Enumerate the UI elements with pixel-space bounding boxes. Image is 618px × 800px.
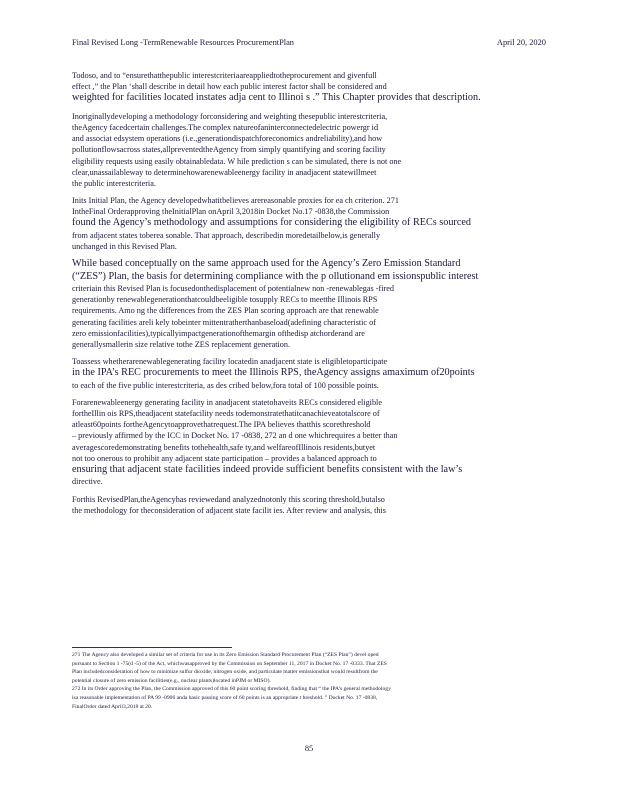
paragraph-line: found the Agency’s methodology and assumptions for considering the eligibility of RECs sourced xyxy=(72,217,471,229)
document-body xyxy=(72,70,550,522)
paragraph xyxy=(72,397,550,488)
paragraph-line: While based conceptually on the same approach used for the Agency’s Zero Emission Standard xyxy=(72,258,461,270)
paragraph-line: the public interestcriteria. xyxy=(72,178,156,188)
paragraph-line: criteriain this Revised Plan is focusedonthedisplacement of potentialnew non -renewablegas -fired xyxy=(72,284,394,293)
footnote-line: isa reasonable implementation of PA 99 -0906 anda basic passing score of 60 points is an appropriate t hreshold. ” Docket No. 17 -0838, xyxy=(72,694,378,701)
paragraph-line: unchanged in this Revised Plan. xyxy=(72,242,177,252)
paragraph-line: not too onerous to prohibit any adjacent state participation – provides a balanced approach to xyxy=(72,453,377,463)
paragraph-line: IntheFinal Orderapproving theInitialPlan onApril 3,2018in Docket No.17 -0838,the Commission xyxy=(72,207,390,217)
footnotes xyxy=(72,651,550,711)
running-header xyxy=(72,38,546,47)
paragraph-line: Forarenewableenergy generating facility in anadjacent statetohaveits RECs considered eligible xyxy=(72,397,382,407)
paragraph-line: to each of the five public interestcriteria, as des cribed below,fora total of 100 possible points. xyxy=(72,380,379,390)
paragraph-line: effect ,” the Plan ‘shall describe in detail how each public interest factor shall be considered and xyxy=(72,82,387,92)
footnote-line: 272 In its Order approving the Plan, the Commission approved of this 60 point scoring threshold, finding that “ the IPA’s general methodology xyxy=(72,686,391,693)
paragraph-line: Inits Initial Plan, the Agency developedwhatitbelieves arereasonable proxies for ea ch criterion. 271 xyxy=(72,196,399,206)
paragraph-line: Forthis RevisedPlan,theAgencyhas reviewedand analyzednotonly this scoring threshold,butalso xyxy=(72,494,385,504)
paragraph-line: weighted for facilities located instates adja cent to Illinoi s .” This Chapter provides that description. xyxy=(72,92,481,104)
paragraph-line: fortheIllin ois RPS,theadjacent statefacility needs todemonstratethatitcanachieveatotalscore of xyxy=(72,409,380,419)
paragraph-line: zero emissionfacilities),typicallyimpactgenerationofthemargin ofthedisp atchorderand are xyxy=(72,328,365,338)
paragraph-line: clear,unassailableway to determinehowarenewableenergy facility in anadjacent statewillmeet xyxy=(72,167,377,177)
footnote-line: Plan includedconsideration of how to minimize sulfur dioxide, nitrogen oxide, and particulate matter emissionsthat would resultfrom the xyxy=(72,669,378,676)
paragraph-line: ensuring that adjacent state facilities indeed provide sufficient benefits consistent with the law’s xyxy=(72,464,463,476)
paragraph-line: generating facilities areli kely tobeinter mittentratherthanbaseload(adefining characteristic of xyxy=(72,317,376,327)
header-title: Final Revised Long -TermRenewable Resources ProcurementPlan xyxy=(72,38,294,47)
paragraph-line: requirements. Amo ng the differences from the ZES Plan scoring approach are that renewable xyxy=(72,306,379,316)
paragraph-line: averagescoredemonstrating benefits tothehealth,safe ty,and welfareofIllinois residents,butyet xyxy=(72,442,376,452)
paragraph-line: generallysmallerin size relative tothe ZES replacement generation. xyxy=(72,339,291,349)
footnote-line: potential closure of zero emission facilities(e.g., nuclear plants)located inPJM or MISO). xyxy=(72,677,271,684)
paragraph xyxy=(72,356,550,391)
paragraph xyxy=(72,195,550,252)
paragraph-line: – previously affirmed by the ICC in Docket No. 17 -0838, 272 an d one whichrequires a better than xyxy=(72,431,398,441)
paragraph-line: directive. xyxy=(72,477,103,487)
paragraph-line: the methodology for theconsideration of adjacent state facilit ies. After review and analysis, this xyxy=(72,505,386,515)
paragraph-line: Todoso, and to “ensurethatthepublic interestcriteriaareappliedtotheprocurement and givenfull xyxy=(72,71,377,80)
paragraph-line: generationby renewablegenerationthatcouldbeeligible tosupply RECs to meetthe Illinois RPS xyxy=(72,295,378,305)
page-number: 85 xyxy=(304,744,314,753)
footnote-separator xyxy=(72,647,232,648)
paragraph xyxy=(72,111,550,189)
header-date: April 20, 2020 xyxy=(496,38,546,47)
footnote-line: FinalOrder dated April3,2018 at 20. xyxy=(72,703,153,710)
paragraph-line: Toassess whetherarenewablegenerating facility locatedin anadjacent state is eligibletoparticipate xyxy=(72,357,388,367)
paragraph-line: (“ZES”) Plan, the basis for determining compliance with the p ollutionand em issionspublic interest xyxy=(72,270,479,282)
footnote-line: pursuant to Section 1 -75(d -5) of the Act, whichwasapproved by the Commission on September 11, 2017 in Docket No. 17 -0333. That ZES xyxy=(72,660,387,667)
paragraph-line: from adjacent states toberea sonable. That approach, describedin moredetailbelow,is generally xyxy=(72,230,381,240)
paragraph-line: atleast60points fortheAgencytoapprovethatrequest.The IPA believes thatthis scorethreshold xyxy=(72,420,371,430)
footnote-line: 271 The Agency also developed a similar set of criteria for use in its Zero Emission Standard Procurement Plan (“ZES Plan”) devel oped xyxy=(72,652,379,658)
paragraph-line: pollutionflowsacross states,allpreventedtheAgency from simply quantifying and scoring facility xyxy=(72,145,386,155)
paragraph xyxy=(72,494,550,516)
paragraph-line: Inoriginallydeveloping a methodology forconsidering and weighting thesepublic interestcriteria, xyxy=(72,111,388,121)
paragraph-line: in the IPA’s REC procurements to meet the Illinois RPS, theAgency assigns amaximum of20points xyxy=(72,367,475,379)
paragraph-line: theAgency facedcertain challenges.The complex natureofaninterconnectedelectric powergr id xyxy=(72,122,379,132)
paragraph xyxy=(72,258,550,350)
paragraph-line: and associat edsystem operations (i.e.,generationdispatchforeconomics andreliability),and how xyxy=(72,134,383,144)
paragraph-line: eligibility requests using easily obtainabledata. W hile prediction s can be simulated, there is not one xyxy=(72,156,402,166)
paragraph xyxy=(72,70,550,105)
